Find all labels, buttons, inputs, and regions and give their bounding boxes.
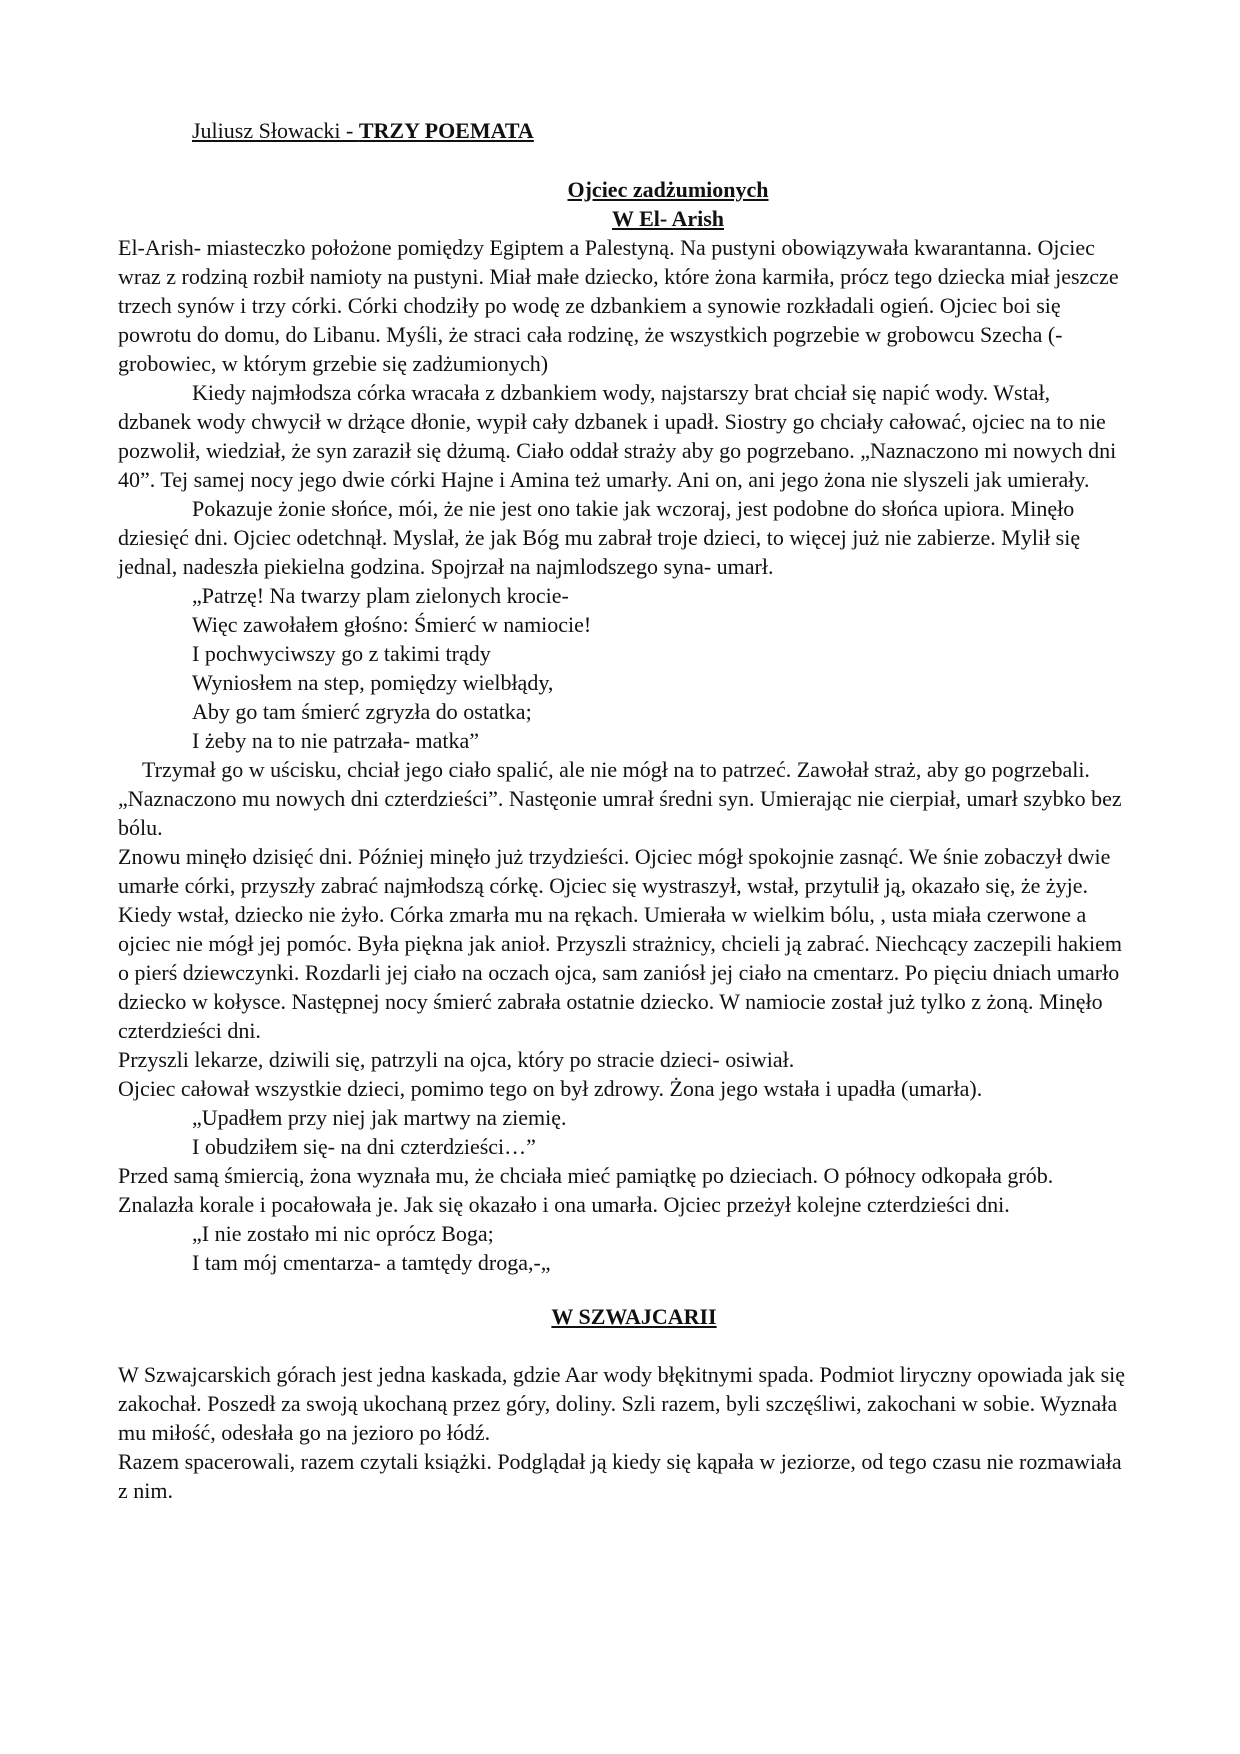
paragraph-5: Znowu minęło dzisięć dni. Później minęło już trzydzieści. Ojciec mógł spokojnie zasnąć. We śnie zobaczył dwie umarłe córki, przyszły zabrać najmłodszą córkę. Ojciec się wystraszył, wstał, przytulił ją, okazało się, że żyje. Kiedy wstał, dziecko nie żyło. Córka zmarła mu na rękach. Umierała w wielkim bólu, , usta miała czerwone a ojciec nie mógł jej pomóc. Była piękna jak anioł. Przyszli strażnicy, chcieli ją zabrać. Niechcący zaczepili hakiem o pierś dziewczynki. Rozdarli jej ciało na oczach ojca, sam zaniósł jej ciało na cmentarz. Po pięciu dniach umarło dziecko w kołysce. Następnej nocy śmierć zabrała ostatnie dziecko. W namiocie został już tylko z żoną. Minęło czterdzieści dni. xyxy=(118,844,1123,1043)
poem-subtitle-el-arish: W El- Arish xyxy=(611,206,725,231)
verse-line: Wyniosłem na step, pomiędzy wielbłądy, xyxy=(192,670,554,695)
author-name: Juliusz Słowacki - xyxy=(192,118,359,143)
paragraph-3: Pokazuje żonie słońce, mói, że nie jest ono takie jak wczoraj, jest podobne do słońca upiora. Minęło dziesięć dni. Ojciec odetchnął. Myslał, że jak Bóg mu zabrał troje dzieci, to więcej już nie zabierze. Mylił się jednal, nadeszła piekielna godzina. Spojrzał na najmlodszego syna- umarł. xyxy=(118,496,1081,579)
verse-line: I tam mój cmentarza- a tamtędy droga,-„ xyxy=(192,1250,551,1275)
verse-line: Aby go tam śmierć zgryzła do ostatka; xyxy=(192,699,532,724)
paragraph-4: Trzymał go w uścisku, chciał jego ciało spalić, ale nie mógł na to patrzeć. Zawołał straż, aby go pogrzebali. „Naznaczono mu nowych dni czterdzieści”. Nastęonie umrał średni syn. Umierając nie cierpiał, umarł szybko bez bólu. xyxy=(118,757,1122,840)
paragraph-6: Przyszli lekarze, dziwili się, patrzyli na ojca, który po stracie dzieci- osiwiał. xyxy=(118,1047,795,1072)
paragraph-2: Kiedy najmłodsza córka wracała z dzbankiem wody, najstarszy brat chciał się napić wody. Wstał, dzbanek wody chwycił w drżące dłonie, wypił cały dzbanek i upadł. Siostry go chciały całować, ojciec na to nie pozwolił, wiedział, że syn zaraził się dżumą. Ciało oddał straży aby go pogrzebano. „Naznaczono mi nowych dni 40”. Tej samej nocy jego dwie córki Hajne i Amina też umarły. Ani on, ani jego żona nie slyszeli jak umierały. xyxy=(118,380,1117,492)
verse-line: I żeby na to nie patrzała- matka” xyxy=(192,728,480,753)
verse-quote-2 xyxy=(118,1103,1128,1161)
document-header xyxy=(118,116,1128,145)
paragraph-9: W Szwajcarskich górach jest jedna kaskada, gdzie Aar wody błękitnymi spada. Podmiot liryczny opowiada jak się zakochał. Poszedł za swoją ukochaną przez góry, doliny. Szli razem, byli szczęśliwi, zakochani w sobie. Wyznała mu miłość, odesłała go na jezioro po łódź. xyxy=(118,1362,1126,1445)
section-title-w-szwajcarii: W SZWAJCARII xyxy=(551,1304,717,1329)
verse-quote-3 xyxy=(118,1219,1128,1277)
verse-line: „Patrzę! Na twarzy plam zielonych krocie- xyxy=(192,583,569,608)
paragraph-8: Przed samą śmiercią, żona wyznała mu, że chciała mieć pamiątkę po dzieciach. O północy odkopała grób. Znalazła korale i pocałowała je. Jak się okazało i ona umarła. Ojciec przeżył kolejne czterdzieści dni. xyxy=(118,1163,1054,1217)
verse-quote-1 xyxy=(118,581,1128,755)
verse-line: I pochwyciwszy go z takimi trądy xyxy=(192,641,491,666)
verse-line: I obudziłem się- na dni czterdzieści…” xyxy=(192,1134,536,1159)
work-title: TRZY POEMATA xyxy=(358,118,534,143)
poem-title-ojciec: Ojciec zadżumionych xyxy=(567,177,769,202)
verse-line: „Upadłem przy niej jak martwy na ziemię. xyxy=(192,1105,567,1130)
document-body xyxy=(118,116,1128,1505)
verse-line: Więc zawołałem głośno: Śmierć w namiocie! xyxy=(192,612,592,637)
paragraph-1: El-Arish- miasteczko położone pomiędzy Egiptem a Palestyną. Na pustyni obowiązywała kwarantanna. Ojciec wraz z rodziną rozbił namioty na pustyni. Miał małe dziecko, które żona karmiła, prócz tego dziecka miał jeszcze trzech synów i trzy córki. Córki chodziły po wodę ze dzbankiem a synowie rozkładali ogień. Ojciec boi się powrotu do domu, do Libanu. Myśli, że straci cała rodzinę, że wszystkich pogrzebie w grobowcu Szecha (-grobowiec, w którym grzebie się zadżumionych) xyxy=(118,235,1119,376)
paragraph-7: Ojciec całował wszystkie dzieci, pomimo tego on był zdrowy. Żona jego wstała i upadła (umarła). xyxy=(118,1076,983,1101)
paragraph-10: Razem spacerowali, razem czytali książki. Podglądał ją kiedy się kąpała w jeziorze, od tego czasu nie rozmawiała z nim. xyxy=(118,1449,1122,1503)
verse-line: „I nie zostało mi nic oprócz Boga; xyxy=(192,1221,494,1246)
